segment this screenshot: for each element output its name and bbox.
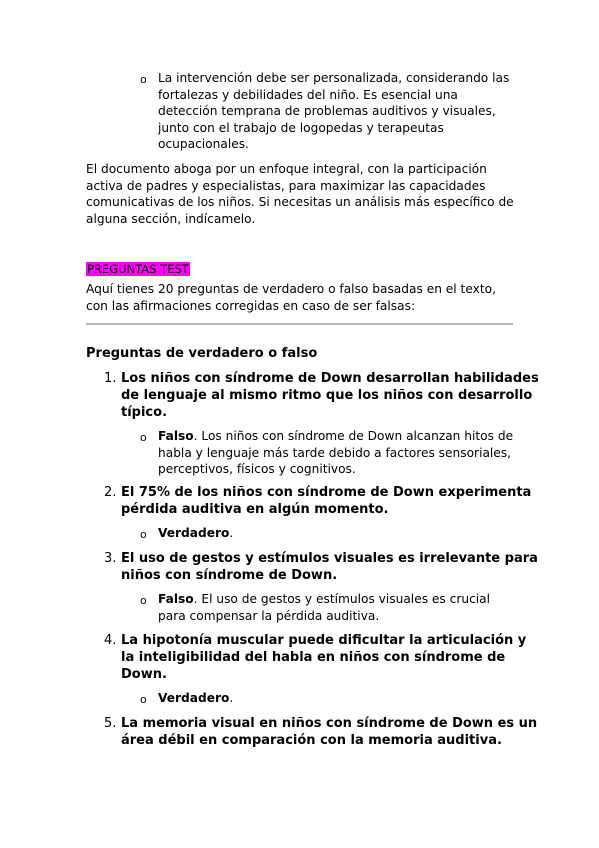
question-line: El 75% de los niños con síndrome de Down experimenta	[121, 485, 532, 500]
intro-bullet-line: fortalezas y debilidades del niño. Es esencial una	[158, 87, 458, 102]
answer-label: Verdadero	[158, 526, 230, 540]
bullet-marker: o	[140, 528, 147, 541]
question-number: 4.	[104, 633, 117, 648]
intro-bullet-line: junto con el trabajo de logopedas y terapeutas	[158, 120, 444, 135]
question-line: pérdida auditiva en algún momento.	[121, 502, 389, 517]
bullet-marker: o	[140, 693, 147, 706]
answer-line	[158, 428, 513, 445]
answer-line	[158, 591, 490, 608]
answer-explanation-line: habla y lenguaje más tarde debido a factores sensoriales,	[158, 445, 512, 460]
answer-explanation: . El uso de gestos y estímulos visuales es crucial	[193, 592, 491, 606]
summary-line: activa de padres y especialistas, para maximizar las capacidades	[86, 178, 486, 193]
bullet-marker: o	[140, 594, 147, 607]
question-line: La hipotonía muscular puede dificultar la articulación y	[121, 633, 527, 648]
description-line: Aquí tienes 20 preguntas de verdadero o falso basadas en el texto,	[86, 282, 496, 296]
answer-line	[158, 525, 233, 542]
section-label-text: PREGUNTAS TEST	[87, 262, 189, 276]
question-number: 3.	[104, 551, 117, 566]
question-number: 2.	[104, 485, 117, 500]
question-number: 5.	[104, 716, 117, 731]
horizontal-rule	[86, 323, 513, 325]
answer-explanation: . Los niños con síndrome de Down alcanzan hitos de	[193, 429, 514, 443]
question-line: la inteligibilidad del habla en niños con síndrome de	[121, 650, 506, 665]
question-line: La memoria visual en niños con síndrome de Down es un	[121, 716, 538, 731]
description-line: con las afirmaciones corregidas en caso de ser falsas:	[86, 298, 416, 313]
answer-label: Falso	[158, 429, 194, 443]
question-line: área débil en comparación con la memoria auditiva.	[121, 733, 502, 748]
answer-explanation-line: perceptivos, físicos y cognitivos.	[158, 462, 356, 476]
question-line: Down.	[121, 667, 167, 682]
question-line: de lenguaje al mismo ritmo que los niños con desarrollo	[121, 388, 533, 403]
question-line: Los niños con síndrome de Down desarrollan habilidades	[121, 371, 539, 386]
question-line: niños con síndrome de Down.	[121, 568, 338, 583]
answer-label: Falso	[158, 592, 194, 606]
question-line: El uso de gestos y estímulos visuales es irrelevante para	[121, 551, 538, 566]
intro-bullet-line: detección temprana de problemas auditivos y visuales,	[158, 104, 496, 118]
answer-explanation-line: para compensar la pérdida auditiva.	[158, 608, 380, 623]
section-label	[86, 258, 190, 277]
summary-line: El documento aboga por un enfoque integral, con la participación	[86, 162, 487, 176]
answer-explanation: .	[229, 691, 234, 705]
intro-bullet-line: La intervención debe ser personalizada, considerando las	[158, 71, 510, 85]
bullet-marker: o	[140, 431, 147, 444]
answer-line	[158, 690, 233, 707]
questions-heading: Preguntas de verdadero o falso	[86, 346, 318, 361]
intro-bullet-line: ocupacionales.	[158, 137, 249, 151]
answer-explanation: .	[229, 526, 234, 540]
summary-line: alguna sección, indícamelo.	[86, 211, 256, 226]
answer-label: Verdadero	[158, 691, 230, 705]
bullet-marker: o	[140, 73, 147, 86]
question-line: típico.	[121, 405, 168, 420]
question-number: 1.	[104, 371, 117, 386]
summary-line: comunicativas de los niños. Si necesitas un análisis más específico de	[86, 195, 514, 209]
